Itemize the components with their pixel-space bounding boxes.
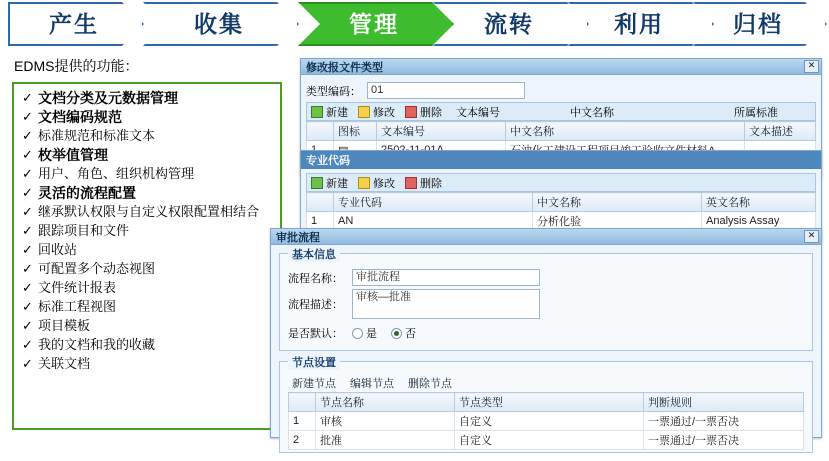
table-row[interactable] [289,431,804,450]
process-step-label: 流转 [484,10,534,37]
cell-node-type: 自定义 [455,431,644,450]
table-header-row [307,122,816,141]
list-item-label: 标准规范和标准文本 [38,128,156,143]
list-item [22,242,272,258]
close-icon[interactable]: ✕ [804,230,819,243]
cell-major-code: AN [334,212,533,231]
radio-no[interactable] [391,325,416,341]
check-icon: ✓ [22,299,33,314]
basic-info-group [279,249,813,351]
delete-button[interactable] [405,175,442,191]
list-item-label: 文件统计报表 [38,280,117,295]
check-icon: ✓ [22,147,33,162]
list-item-label: 我的文档和我的收藏 [38,337,156,352]
list-item [22,299,272,315]
check-icon: ✓ [22,128,33,143]
radio-circle-icon [352,328,363,339]
column-node-type[interactable]: 节点类型 [455,393,644,412]
list-item-label: 关联文档 [38,356,91,371]
edit-button-label: 修改 [373,177,395,190]
check-icon: ✓ [22,166,33,181]
column-major-code[interactable]: 专业代码 [334,193,533,212]
list-item-label: 枚举值管理 [38,147,108,163]
delete-button-label: 删除 [420,106,442,119]
delete-icon [405,177,417,189]
check-icon: ✓ [22,90,33,105]
list-item [22,356,272,372]
process-step-3[interactable] [298,2,450,42]
cell-node-type: 自定义 [455,412,644,431]
window-title-bar [301,59,821,75]
close-icon[interactable]: ✕ [804,60,819,73]
check-icon: ✓ [22,242,33,257]
cell-index: 1 [307,212,334,231]
edit-icon [358,106,370,118]
check-icon: ✓ [22,337,33,352]
new-button-label: 新建 [326,177,348,190]
list-item-label: 标准工程视图 [38,299,117,314]
list-item-label: 可配置多个动态视图 [38,261,156,276]
list-item-label: 用户、角色、组织机构管理 [38,166,195,181]
list-item [22,280,272,296]
edit-button-label: 修改 [373,106,395,119]
cell-en-name: Analysis Assay [702,212,816,231]
filetype-toolbar [306,102,816,121]
process-step-label: 管理 [349,10,399,37]
node-settings-group [279,357,813,453]
list-item [22,337,272,353]
majorcode-toolbar [306,173,816,192]
cell-rule: 一票通过/一票否决 [644,431,804,450]
radio-circle-icon [391,328,402,339]
list-item [22,204,272,220]
process-step-2[interactable] [143,2,295,42]
flow-desc-row [288,289,804,319]
node-toolbar [288,374,804,392]
window-approval-flow [270,228,822,447]
cell-index: 1 [289,412,316,431]
new-node-button[interactable]: 新建节点 [292,378,336,390]
window-title: 修改报文件类型 [306,61,383,74]
filter-label-standard: 所属标准 [734,106,778,119]
cell-index: 2 [289,431,316,450]
radio-yes[interactable] [352,325,377,341]
cell-cn-name: 分析化验 [533,212,702,231]
new-button[interactable] [311,104,348,120]
edit-button[interactable] [358,175,395,191]
column-icon[interactable]: 图标 [334,122,377,141]
cell-node-name: 审核 [316,412,455,431]
column-en-name[interactable]: 英文名称 [702,193,816,212]
default-row [288,325,804,341]
column-doc-no[interactable]: 文本编号 [377,122,506,141]
process-step-5[interactable] [568,2,710,42]
list-item [22,109,272,125]
list-item-label: 回收站 [38,242,78,257]
check-icon: ✓ [22,356,33,371]
window-title: 审批流程 [276,231,320,244]
cell-node-name: 批准 [316,431,455,450]
table-row[interactable] [289,412,804,431]
column-index [289,393,316,412]
radio-no-label: 否 [405,328,416,340]
list-item-label: 继承默认权限与自定义权限配置相结合 [38,204,260,219]
list-item-label: 文档编码规范 [38,109,122,125]
filter-label-cn-name: 中文名称 [570,106,614,119]
delete-button[interactable] [405,104,442,120]
edit-node-button[interactable]: 编辑节点 [350,378,394,390]
delete-icon [405,106,417,118]
node-table [288,392,804,450]
column-rule[interactable]: 判断规则 [644,393,804,412]
process-chevron-bar [0,0,829,44]
default-label: 是否默认： [288,328,343,340]
node-settings-title: 节点设置 [288,354,340,370]
window-title: 专业代码 [301,151,821,169]
basic-info-title: 基本信息 [288,246,340,262]
check-icon: ✓ [22,204,33,219]
majorcode-table [306,192,816,231]
list-item [22,166,272,182]
list-item [22,90,272,106]
process-step-label: 收集 [194,10,244,37]
flow-name-input[interactable]: 审批流程 [352,269,540,286]
check-icon: ✓ [22,185,33,200]
table-header-row [289,393,804,412]
cell-rule: 一票通过/一票否决 [644,412,804,431]
delete-button-label: 删除 [420,177,442,190]
list-item [22,318,272,334]
features-list [12,82,282,430]
check-icon: ✓ [22,261,33,276]
table-header-row [307,193,816,212]
delete-node-button[interactable]: 删除节点 [408,378,452,390]
check-icon: ✓ [22,109,33,124]
edit-button[interactable] [358,104,395,120]
list-item-label: 跟踪项目和文件 [38,223,130,238]
new-button[interactable] [311,175,348,191]
flow-name-row [288,269,804,286]
list-item [22,128,272,144]
process-step-label: 产生 [49,10,99,37]
process-step-4[interactable] [433,2,585,42]
type-code-input[interactable]: 01 [367,82,525,99]
new-icon [311,106,323,118]
list-item [22,185,272,201]
check-icon: ✓ [22,280,33,295]
process-step-label: 归档 [733,10,783,37]
list-item [22,223,272,239]
features-intro: EDMS提供的功能： [14,58,139,74]
check-icon: ✓ [22,318,33,333]
list-item-label: 灵活的流程配置 [38,185,136,201]
radio-yes-label: 是 [366,328,377,340]
column-index [307,193,334,212]
column-desc[interactable]: 文本描述 [745,122,816,141]
filter-label-doc-no: 文本编号 [456,106,500,119]
type-code-field-row [306,82,816,99]
list-item-label: 文档分类及元数据管理 [38,90,178,106]
type-code-label: 类型编码： [306,85,361,98]
column-index [307,122,334,141]
flow-name-label: 流程名称： [288,272,343,285]
window-body [301,169,821,235]
list-item [22,147,272,163]
window-title-bar [271,229,821,245]
flow-desc-label: 流程描述： [288,299,343,311]
window-body [271,245,821,461]
process-step-1[interactable] [8,2,140,42]
check-icon: ✓ [22,223,33,238]
new-button-label: 新建 [326,106,348,119]
edit-icon [358,177,370,189]
new-icon [311,177,323,189]
flow-desc-input[interactable]: 审核—批准 [352,289,540,319]
column-cn-name[interactable]: 中文名称 [506,122,745,141]
process-step-6[interactable] [693,2,823,42]
list-item-label: 项目模板 [38,318,91,333]
process-step-label: 利用 [614,10,664,37]
column-node-name[interactable]: 节点名称 [316,393,455,412]
list-item [22,261,272,277]
column-cn-name[interactable]: 中文名称 [533,193,702,212]
